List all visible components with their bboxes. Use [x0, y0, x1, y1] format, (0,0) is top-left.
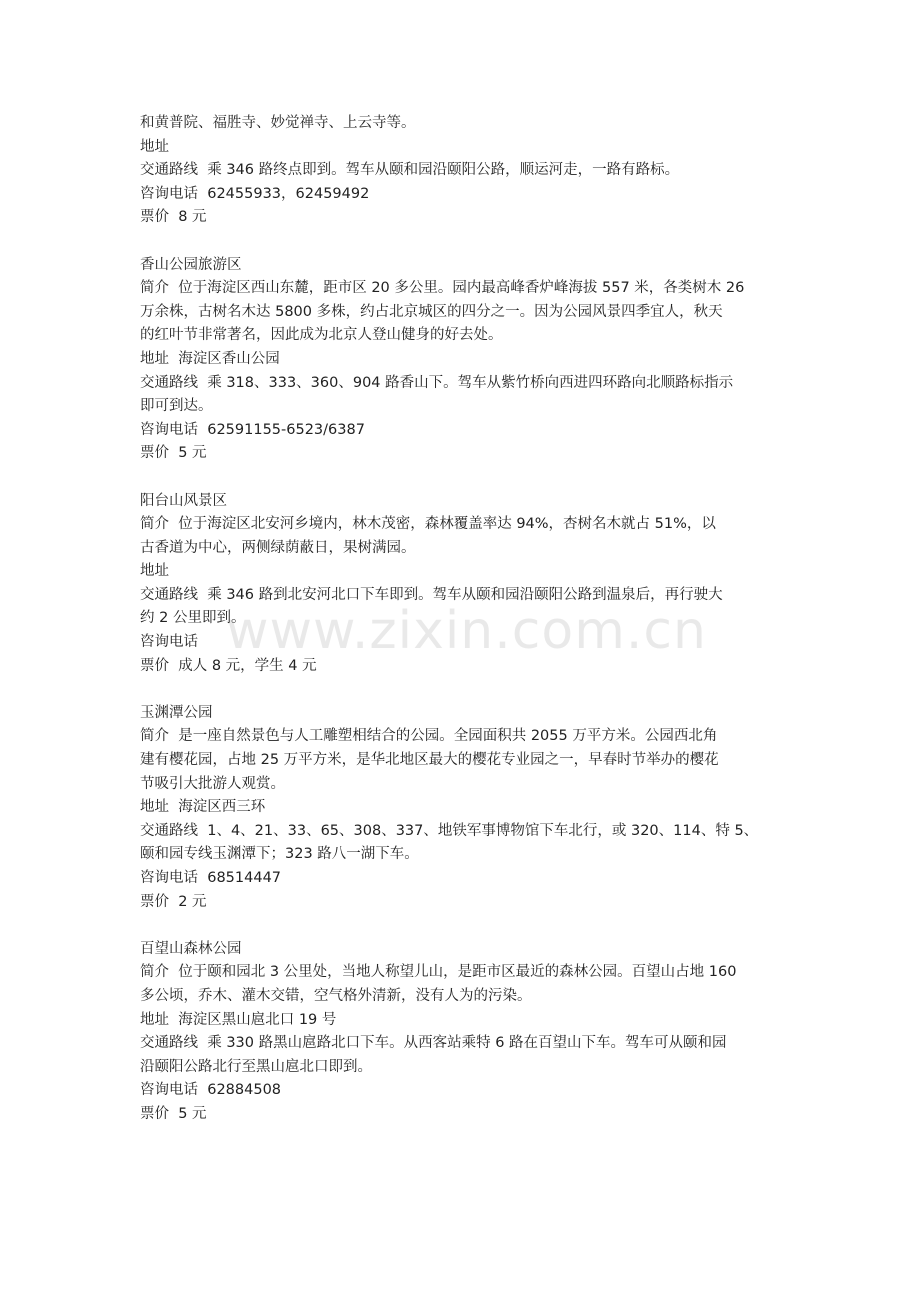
section-intro-line: 建有樱花园，占地 25 万平方米，是华北地区最大的樱花专业园之一，早春时节举办的樱花	[140, 752, 719, 769]
section-route-line: 颐和园专线玉渊潭下；323 路八一湖下车。	[140, 846, 419, 863]
intro-tail-text: 和黄普院、福胜寺、妙觉禅寺、上云寺等。	[140, 115, 416, 131]
section-intro-line: 简介 位于海淀区西山东麓，距市区 20 多公里。园内最高峰香炉峰海拔 557 米，各类树木 26	[140, 280, 745, 297]
section-intro-line: 万余株，古树名木达 5800 多株，约占北京城区的四分之一。因为公园风景四季宜人，秋天	[140, 303, 723, 320]
section-phone: 咨询电话 62591155-6523/6387	[140, 421, 365, 438]
section-ticket: 票价 成人 8 元，学生 4 元	[140, 657, 317, 674]
section-intro-line: 简介 位于海淀区北安河乡境内，林木茂密，森林覆盖率达 94%，杏树名木就占 51%，以	[140, 516, 716, 533]
section-address: 地址 海淀区黑山扈北口 19 号	[140, 1011, 337, 1028]
section-intro-line: 古香道为中心，两侧绿荫蔽日，果树满园。	[140, 539, 416, 556]
intro-address: 地址	[140, 138, 169, 155]
section-phone: 咨询电话 68514447	[140, 870, 282, 886]
section-ticket: 票价 2 元	[140, 893, 207, 910]
intro-route: 交通路线 乘 346 路终点即到。驾车从颐和园沿颐阳公路，顺运河走，一路有路标。	[140, 162, 680, 179]
spacer	[140, 466, 790, 490]
section-route-line: 约 2 公里即到。	[140, 610, 246, 627]
section-address: 地址 海淀区香山公园	[140, 350, 280, 367]
section-route-line: 交通路线 乘 346 路到北安河北口下车即到。驾车从颐和园沿颐阳公路到温泉后，再行驶大	[140, 586, 723, 603]
section-intro-line: 多公顷，乔木、灌木交错，空气格外清新，没有人为的污染。	[140, 987, 532, 1004]
section-route-line: 交通路线 1、4、21、33、65、308、337、地铁军事博物馆下车北行，或 320、114、特 5、	[140, 822, 759, 839]
section-intro-line: 简介 位于颐和园北 3 公里处，当地人称望儿山，是距市区最近的森林公园。百望山占地 160	[140, 964, 737, 981]
document-body	[140, 112, 790, 1127]
section-title: 阳台山风景区	[140, 492, 227, 509]
spacer	[140, 230, 790, 254]
section-route-line: 即可到达。	[140, 398, 213, 415]
section-intro-line: 简介 是一座自然景色与人工雕塑相结合的公园。全园面积共 2055 万平方米。公园西北角	[140, 728, 718, 745]
section-title: 玉渊潭公园	[140, 704, 213, 721]
section-route-line: 沿颐阳公路北行至黑山扈北口即到。	[140, 1058, 372, 1075]
spacer	[140, 678, 790, 702]
intro-ticket: 票价 8 元	[140, 209, 207, 226]
spacer	[140, 914, 790, 938]
section-title: 百望山森林公园	[140, 940, 242, 957]
section-phone: 咨询电话 62884508	[140, 1082, 282, 1099]
intro-phone: 咨询电话 62455933，62459492	[140, 185, 370, 202]
section-ticket: 票价 5 元	[140, 445, 207, 462]
section-intro-line: 的红叶节非常著名，因此成为北京人登山健身的好去处。	[140, 327, 503, 344]
section-address: 地址	[140, 563, 169, 580]
section-address: 地址 海淀区西三环	[140, 799, 266, 816]
section-phone: 咨询电话	[140, 634, 198, 651]
section-route-line: 交通路线 乘 318、333、360、904 路香山下。驾车从紫竹桥向西进四环路向北顺路标指示	[140, 374, 734, 391]
section-route-line: 交通路线 乘 330 路黑山扈路北口下车。从西客站乘特 6 路在百望山下车。驾车可从颐和园	[140, 1035, 727, 1052]
section-title: 香山公园旅游区	[140, 256, 242, 273]
section-intro-line: 节吸引大批游人观赏。	[140, 775, 285, 792]
section-ticket: 票价 5 元	[140, 1105, 207, 1122]
watermark: www.zixin.com.cn	[226, 601, 707, 661]
